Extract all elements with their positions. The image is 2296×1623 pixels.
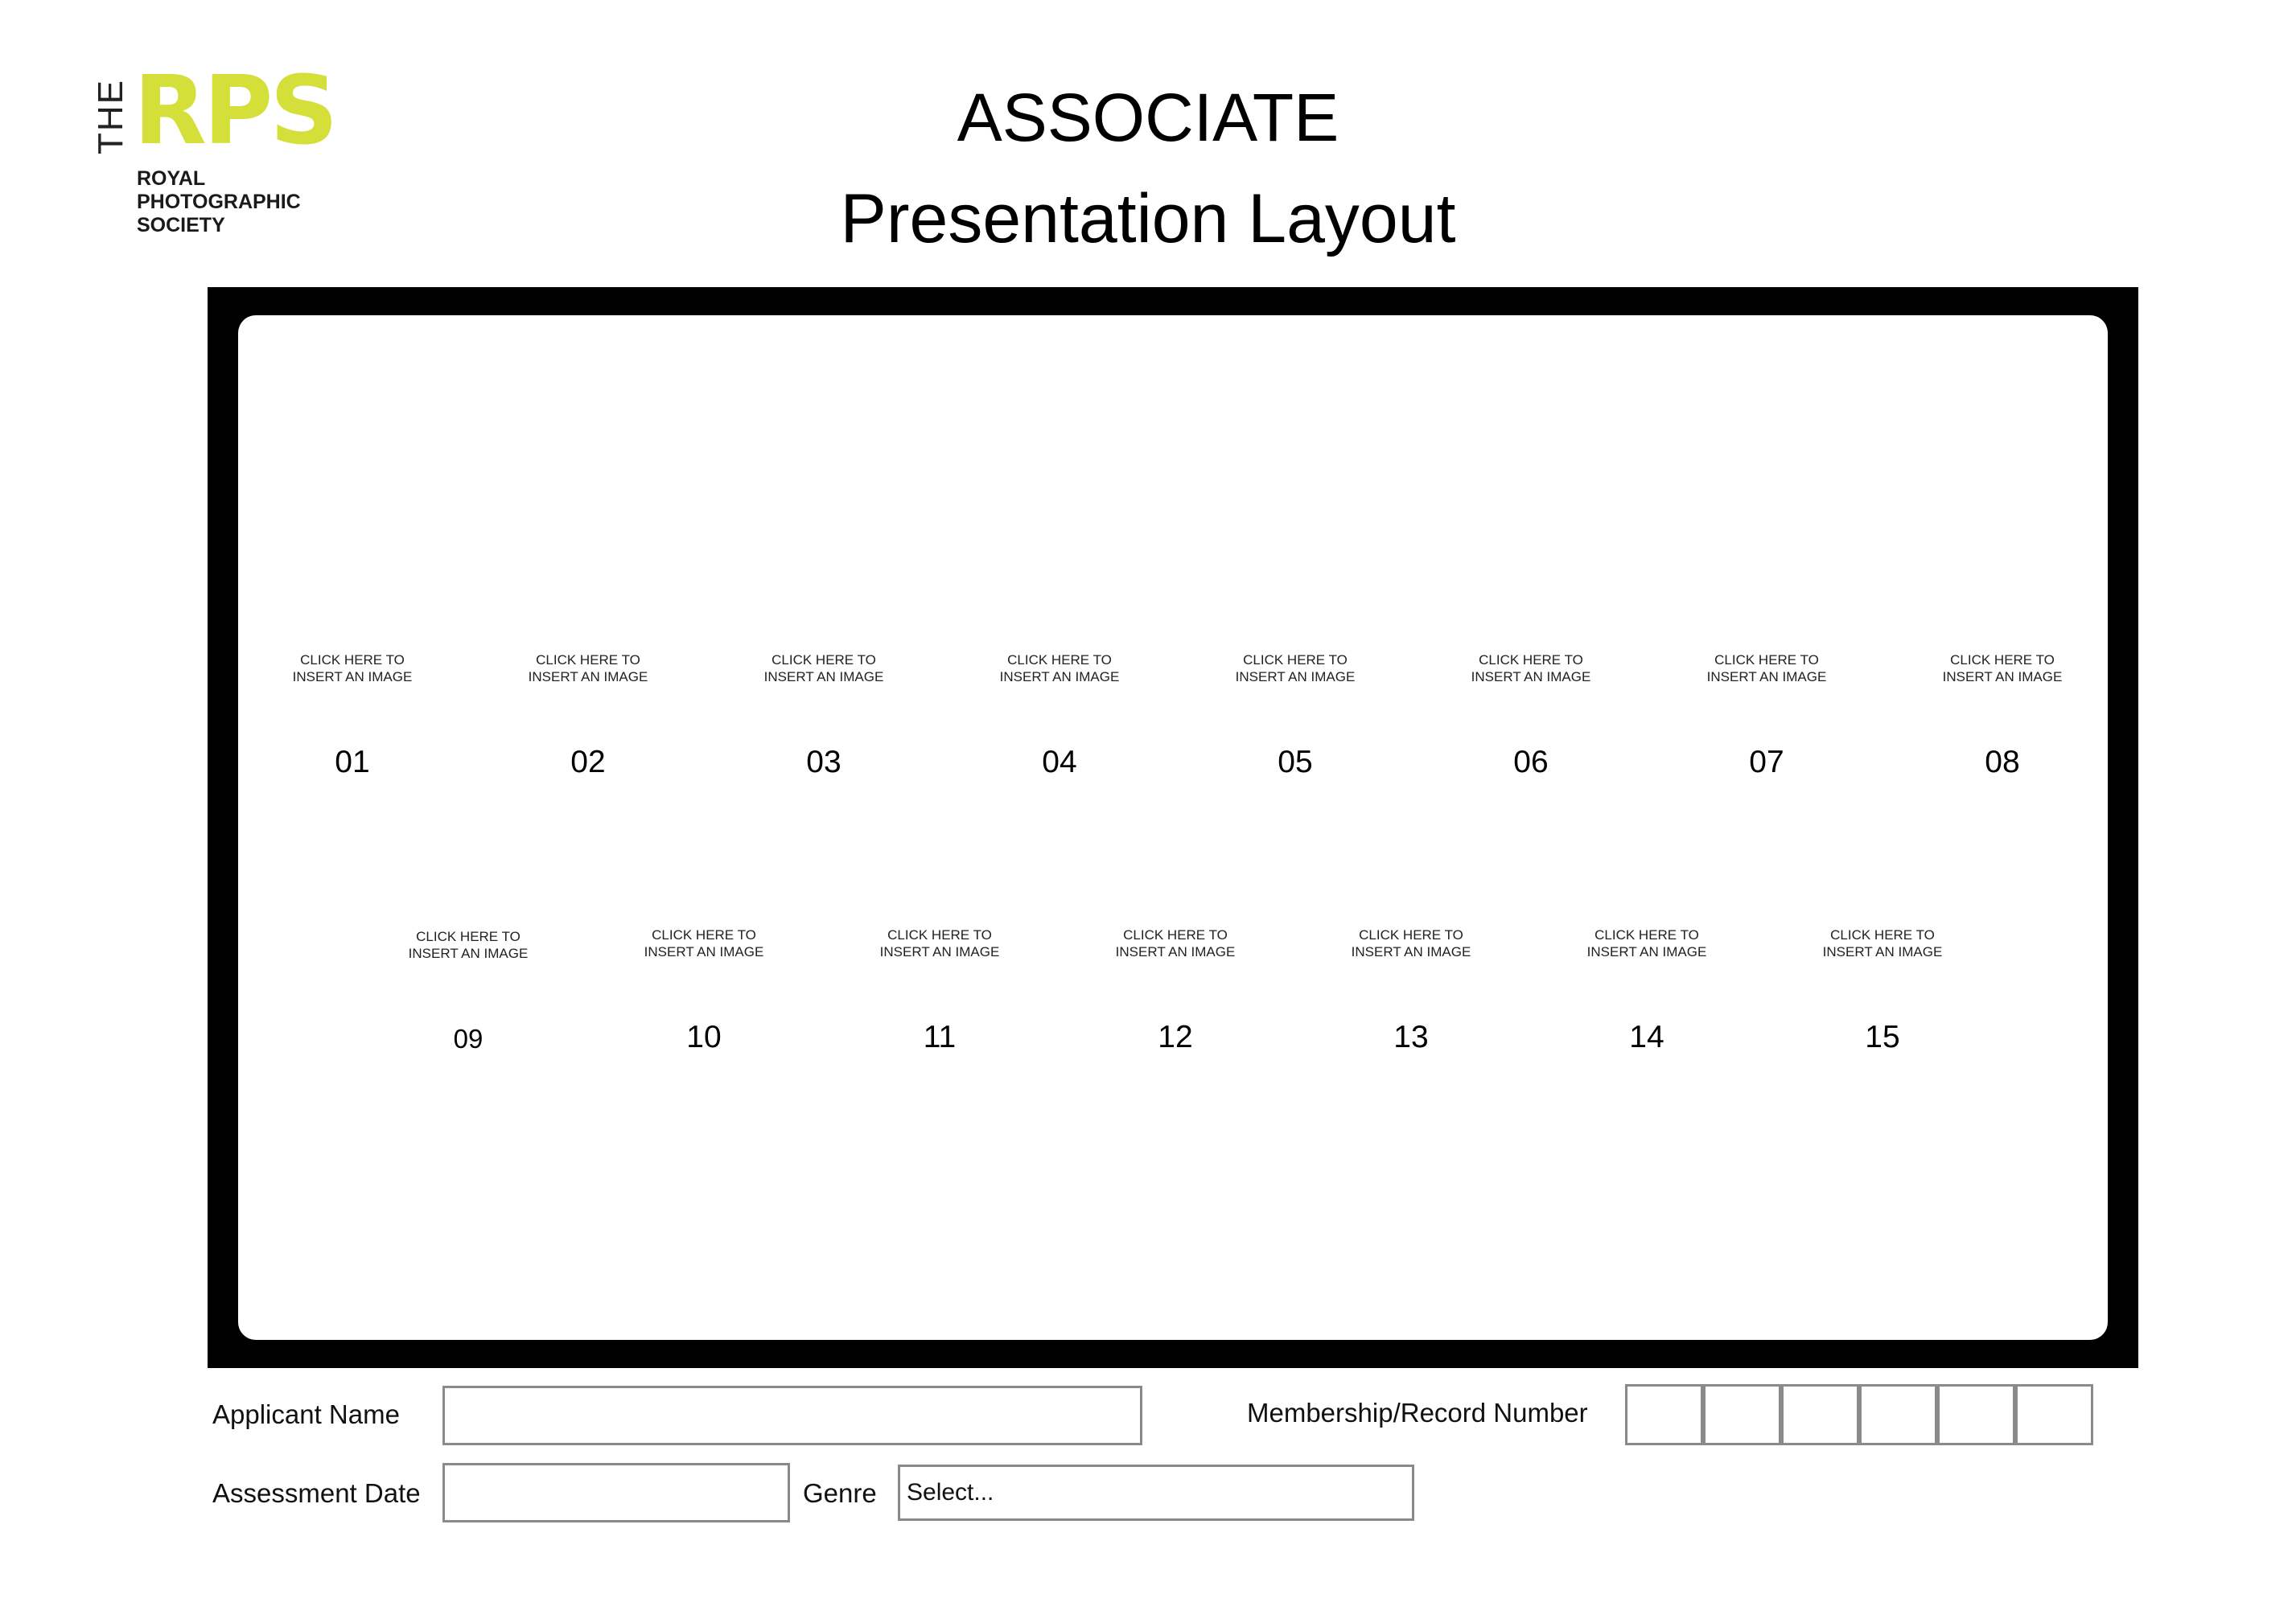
- image-slot-06[interactable]: [1442, 651, 1619, 780]
- slot-number: 15: [1865, 1020, 1900, 1054]
- assessment-date-label: Assessment Date: [212, 1478, 421, 1508]
- image-slot-14[interactable]: [1558, 927, 1735, 1055]
- logo-rps-text: RPS: [134, 55, 335, 166]
- slot-number: 09: [453, 1024, 483, 1054]
- insert-image-prompt[interactable]: CLICK HERE TO INSERT AN IMAGE: [1822, 927, 1943, 959]
- applicant-name-field[interactable]: [442, 1386, 1142, 1445]
- insert-image-prompt[interactable]: CLICK HERE TO INSERT AN IMAGE: [1115, 927, 1236, 959]
- membership-digit-4[interactable]: [1859, 1384, 1937, 1445]
- insert-image-prompt[interactable]: CLICK HERE TO INSERT AN IMAGE: [644, 927, 764, 959]
- image-slot-08[interactable]: [1914, 651, 2091, 780]
- image-slot-13[interactable]: [1323, 927, 1500, 1055]
- slot-number: 11: [923, 1020, 957, 1054]
- slot-number: 06: [1513, 745, 1549, 779]
- insert-image-prompt[interactable]: CLICK HERE TO INSERT AN IMAGE: [1586, 927, 1707, 959]
- membership-digit-3[interactable]: [1781, 1384, 1859, 1445]
- membership-digit-2[interactable]: [1703, 1384, 1781, 1445]
- image-slot-11[interactable]: [851, 927, 1028, 1055]
- membership-digit-1[interactable]: [1625, 1384, 1703, 1445]
- image-slot-09[interactable]: [380, 928, 557, 1057]
- slot-number: 13: [1393, 1020, 1429, 1054]
- genre-label: Genre: [803, 1478, 877, 1508]
- page-title: ASSOCIATE: [957, 80, 1339, 155]
- membership-digit-6[interactable]: [2015, 1384, 2093, 1445]
- image-slot-07[interactable]: [1678, 651, 1855, 780]
- image-slot-05[interactable]: [1207, 651, 1384, 780]
- insert-image-prompt[interactable]: CLICK HERE TO INSERT AN IMAGE: [292, 652, 413, 684]
- assessment-date-field[interactable]: [442, 1463, 790, 1522]
- genre-select[interactable]: Select...: [898, 1465, 1414, 1521]
- insert-image-prompt[interactable]: CLICK HERE TO INSERT AN IMAGE: [1351, 927, 1471, 959]
- slot-number: 08: [1985, 745, 2020, 779]
- image-slot-15[interactable]: [1794, 927, 1971, 1055]
- presentation-frame: [208, 287, 2138, 1368]
- image-slot-04[interactable]: [971, 651, 1148, 780]
- slot-number: 05: [1278, 745, 1313, 779]
- insert-image-prompt[interactable]: CLICK HERE TO INSERT AN IMAGE: [879, 927, 1000, 959]
- slot-number: 03: [806, 745, 841, 779]
- slot-number: 02: [570, 745, 606, 779]
- logo-society-name: ROYAL PHOTOGRAPHIC SOCIETY: [137, 167, 301, 236]
- applicant-name-label: Applicant Name: [212, 1399, 400, 1429]
- image-slot-02[interactable]: [500, 651, 677, 780]
- presentation-canvas: [238, 315, 2108, 1340]
- slot-number: 01: [335, 745, 370, 779]
- slot-number: 07: [1749, 745, 1784, 779]
- insert-image-prompt[interactable]: CLICK HERE TO INSERT AN IMAGE: [999, 652, 1120, 684]
- insert-image-prompt[interactable]: CLICK HERE TO INSERT AN IMAGE: [1942, 652, 2063, 684]
- logo-the-text: THE: [91, 79, 130, 154]
- slot-number: 14: [1629, 1020, 1664, 1054]
- image-slot-01[interactable]: [264, 651, 441, 780]
- membership-number-label: Membership/Record Number: [1247, 1398, 1588, 1428]
- slot-number: 12: [1158, 1020, 1193, 1054]
- insert-image-prompt[interactable]: CLICK HERE TO INSERT AN IMAGE: [408, 929, 529, 961]
- membership-number-field: [1625, 1384, 2093, 1445]
- insert-image-prompt[interactable]: CLICK HERE TO INSERT AN IMAGE: [1471, 652, 1591, 684]
- page-subtitle: Presentation Layout: [840, 180, 1456, 257]
- image-slot-03[interactable]: [735, 651, 912, 780]
- membership-digit-5[interactable]: [1937, 1384, 2015, 1445]
- slot-number: 10: [686, 1020, 722, 1054]
- image-slot-12[interactable]: [1087, 927, 1264, 1055]
- insert-image-prompt[interactable]: CLICK HERE TO INSERT AN IMAGE: [763, 652, 884, 684]
- insert-image-prompt[interactable]: CLICK HERE TO INSERT AN IMAGE: [1235, 652, 1356, 684]
- image-slot-10[interactable]: [615, 927, 792, 1055]
- slot-number: 04: [1042, 745, 1077, 779]
- insert-image-prompt[interactable]: CLICK HERE TO INSERT AN IMAGE: [1706, 652, 1827, 684]
- insert-image-prompt[interactable]: CLICK HERE TO INSERT AN IMAGE: [528, 652, 648, 684]
